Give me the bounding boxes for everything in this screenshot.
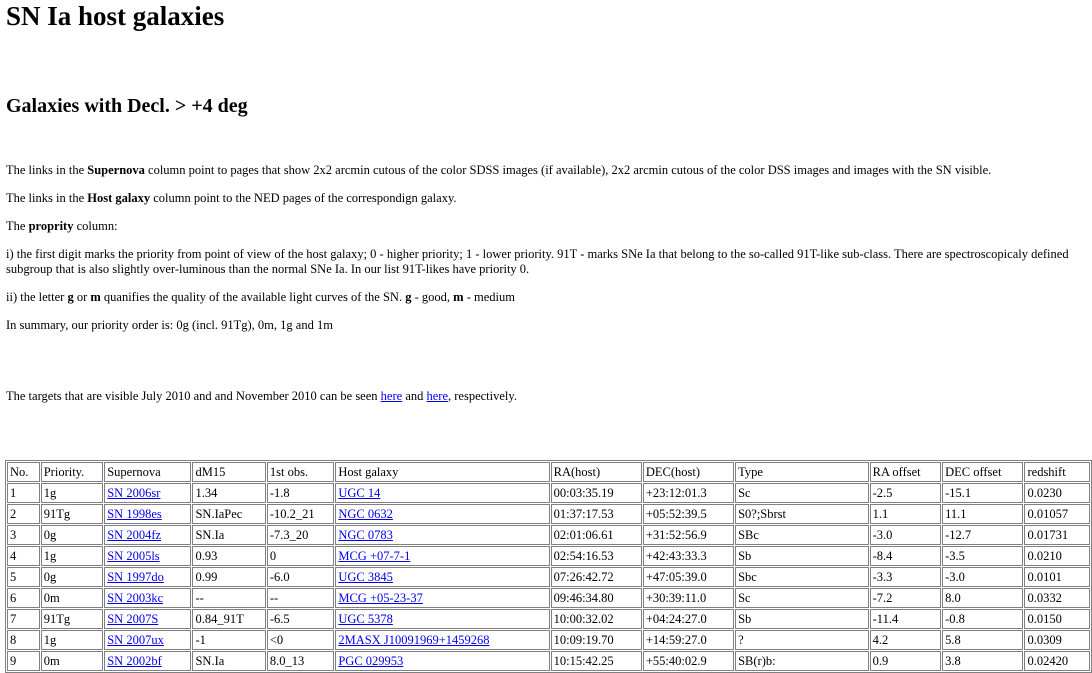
table-row bbox=[7, 651, 1090, 671]
intro-priority-heading: The proprity column: bbox=[6, 219, 118, 233]
header-ra-host: RA(host) bbox=[551, 462, 642, 482]
header-type: Type bbox=[735, 462, 869, 482]
host-galaxy-link[interactable]: 2MASX J10091969+1459268 bbox=[338, 632, 490, 647]
cell-supernova bbox=[104, 546, 191, 566]
cell-no: 1 bbox=[7, 483, 40, 503]
july-2010-link[interactable]: here bbox=[380, 389, 403, 403]
cell-no: 6 bbox=[7, 588, 40, 608]
cell-ra-offset: -2.5 bbox=[870, 483, 941, 503]
cell-no: 7 bbox=[7, 609, 40, 629]
cell-host-galaxy bbox=[335, 483, 549, 503]
cell-supernova bbox=[104, 504, 191, 524]
cell-no: 5 bbox=[7, 567, 40, 587]
table-row bbox=[7, 546, 1090, 566]
cell-first-obs: <0 bbox=[267, 630, 334, 650]
cell-dec-offset: -12.7 bbox=[942, 525, 1023, 545]
cell-host-galaxy bbox=[335, 567, 549, 587]
header-dec-host: DEC(host) bbox=[643, 462, 734, 482]
cell-first-obs: -7.3_20 bbox=[267, 525, 334, 545]
header-priority: Priority. bbox=[41, 462, 104, 482]
cell-supernova bbox=[104, 630, 191, 650]
cell-ra-offset: -3.3 bbox=[870, 567, 941, 587]
cell-dec-offset: 8.0 bbox=[942, 588, 1023, 608]
cell-priority: 1g bbox=[41, 483, 104, 503]
cell-priority: 91Tg bbox=[41, 504, 104, 524]
cell-priority: 91Tg bbox=[41, 609, 104, 629]
cell-dec-host: +31:52:56.9 bbox=[643, 525, 734, 545]
host-galaxy-link[interactable]: MCG +07-7-1 bbox=[338, 548, 411, 563]
cell-redshift: 0.0332 bbox=[1024, 588, 1090, 608]
supernova-link[interactable]: SN 2007ux bbox=[107, 632, 164, 647]
intro-host-column: The links in the Host galaxy column point to the NED pages of the correspondign galaxy. bbox=[6, 191, 457, 205]
cell-dec-offset: 3.8 bbox=[942, 651, 1023, 671]
table-row bbox=[7, 567, 1090, 587]
cell-supernova bbox=[104, 567, 191, 587]
cell-ra-host: 00:03:35.19 bbox=[551, 483, 642, 503]
cell-dec-host: +55:40:02.9 bbox=[643, 651, 734, 671]
cell-priority: 1g bbox=[41, 546, 104, 566]
cell-redshift: 0.02420 bbox=[1024, 651, 1090, 671]
cell-priority: 0g bbox=[41, 567, 104, 587]
table-row bbox=[7, 483, 1090, 503]
header-first-obs: 1st obs. bbox=[267, 462, 334, 482]
header-dec-offset: DEC offset bbox=[942, 462, 1023, 482]
supernova-link[interactable]: SN 1998es bbox=[107, 506, 162, 521]
cell-ra-offset: 4.2 bbox=[870, 630, 941, 650]
cell-first-obs: -6.5 bbox=[267, 609, 334, 629]
cell-redshift: 0.0210 bbox=[1024, 546, 1090, 566]
intro-priority-letter: ii) the letter g or m quanifies the quality of the available light curves of the SN. g - good, m - medium bbox=[6, 290, 515, 304]
header-supernova: Supernova bbox=[104, 462, 191, 482]
cell-dm15: SN.Ia bbox=[192, 525, 265, 545]
cell-host-galaxy bbox=[335, 588, 549, 608]
cell-dec-host: +30:39:11.0 bbox=[643, 588, 734, 608]
header-dm15: dM15 bbox=[192, 462, 265, 482]
cell-priority: 1g bbox=[41, 630, 104, 650]
cell-type: S0?;Sbrst bbox=[735, 504, 869, 524]
cell-dm15: 0.93 bbox=[192, 546, 265, 566]
cell-first-obs: -1.8 bbox=[267, 483, 334, 503]
cell-supernova bbox=[104, 609, 191, 629]
header-host-galaxy: Host galaxy bbox=[335, 462, 549, 482]
cell-dec-host: +47:05:39.0 bbox=[643, 567, 734, 587]
cell-first-obs: 0 bbox=[267, 546, 334, 566]
header-redshift: redshift bbox=[1024, 462, 1090, 482]
cell-priority: 0g bbox=[41, 525, 104, 545]
cell-ra-offset: 1.1 bbox=[870, 504, 941, 524]
cell-dm15: -- bbox=[192, 588, 265, 608]
table-row bbox=[7, 609, 1090, 629]
cell-dec-offset: 11.1 bbox=[942, 504, 1023, 524]
supernova-link[interactable]: SN 2006sr bbox=[107, 485, 161, 500]
november-2010-link[interactable]: here bbox=[426, 389, 449, 403]
table-row bbox=[7, 630, 1090, 650]
cell-dm15: 0.84_91T bbox=[192, 609, 265, 629]
host-galaxy-table bbox=[5, 460, 1092, 673]
cell-first-obs: 8.0_13 bbox=[267, 651, 334, 671]
cell-ra-offset: 0.9 bbox=[870, 651, 941, 671]
cell-dec-offset: -15.1 bbox=[942, 483, 1023, 503]
cell-host-galaxy bbox=[335, 525, 549, 545]
cell-dm15: -1 bbox=[192, 630, 265, 650]
cell-ra-offset: -11.4 bbox=[870, 609, 941, 629]
cell-ra-host: 07:26:42.72 bbox=[551, 567, 642, 587]
cell-redshift: 0.0309 bbox=[1024, 630, 1090, 650]
intro-targets: The targets that are visible July 2010 and and November 2010 can be seen here and here, respectively. bbox=[6, 389, 517, 403]
cell-first-obs: -- bbox=[267, 588, 334, 608]
cell-ra-host: 10:00:32.02 bbox=[551, 609, 642, 629]
cell-dec-host: +23:12:01.3 bbox=[643, 483, 734, 503]
cell-supernova bbox=[104, 588, 191, 608]
cell-ra-host: 02:54:16.53 bbox=[551, 546, 642, 566]
cell-redshift: 0.0230 bbox=[1024, 483, 1090, 503]
host-galaxy-link[interactable]: UGC 14 bbox=[338, 485, 381, 500]
table-header-row bbox=[7, 462, 1090, 482]
cell-type: Sbc bbox=[735, 567, 869, 587]
cell-type: Sc bbox=[735, 483, 869, 503]
cell-type: SB(r)b: bbox=[735, 651, 869, 671]
supernova-link[interactable]: SN 2003kc bbox=[107, 590, 164, 605]
page-title: SN Ia host galaxies bbox=[6, 1, 225, 31]
cell-ra-offset: -7.2 bbox=[870, 588, 941, 608]
table-row bbox=[7, 525, 1090, 545]
cell-dm15: SN.IaPec bbox=[192, 504, 265, 524]
cell-dec-host: +42:43:33.3 bbox=[643, 546, 734, 566]
supernova-link[interactable]: SN 2004fz bbox=[107, 527, 162, 542]
host-galaxy-link[interactable]: NGC 0783 bbox=[338, 527, 393, 542]
cell-type: ? bbox=[735, 630, 869, 650]
cell-ra-offset: -3.0 bbox=[870, 525, 941, 545]
cell-first-obs: -10.2_21 bbox=[267, 504, 334, 524]
cell-ra-offset: -8.4 bbox=[870, 546, 941, 566]
cell-host-galaxy bbox=[335, 609, 549, 629]
supernova-link[interactable]: SN 1997do bbox=[107, 569, 164, 584]
cell-priority: 0m bbox=[41, 651, 104, 671]
host-galaxy-link[interactable]: NGC 0632 bbox=[338, 506, 393, 521]
host-galaxy-link[interactable]: MCG +05-23-37 bbox=[338, 590, 423, 605]
header-ra-offset: RA offset bbox=[870, 462, 941, 482]
cell-dec-offset: -3.0 bbox=[942, 567, 1023, 587]
cell-no: 9 bbox=[7, 651, 40, 671]
cell-dec-offset: -0.8 bbox=[942, 609, 1023, 629]
intro-summary: In summary, our priority order is: 0g (incl. 91Tg), 0m, 1g and 1m bbox=[6, 318, 333, 332]
cell-dm15: SN.Ia bbox=[192, 651, 265, 671]
host-galaxy-link[interactable]: PGC 029953 bbox=[338, 653, 404, 668]
table-row bbox=[7, 588, 1090, 608]
supernova-link[interactable]: SN 2005ls bbox=[107, 548, 160, 563]
cell-no: 4 bbox=[7, 546, 40, 566]
cell-type: Sb bbox=[735, 546, 869, 566]
cell-ra-host: 10:15:42.25 bbox=[551, 651, 642, 671]
cell-priority: 0m bbox=[41, 588, 104, 608]
cell-supernova bbox=[104, 651, 191, 671]
cell-no: 3 bbox=[7, 525, 40, 545]
cell-redshift: 0.0150 bbox=[1024, 609, 1090, 629]
cell-host-galaxy bbox=[335, 630, 549, 650]
cell-host-galaxy bbox=[335, 546, 549, 566]
cell-redshift: 0.0101 bbox=[1024, 567, 1090, 587]
cell-supernova bbox=[104, 525, 191, 545]
cell-host-galaxy bbox=[335, 651, 549, 671]
cell-dec-offset: 5.8 bbox=[942, 630, 1023, 650]
cell-no: 2 bbox=[7, 504, 40, 524]
cell-first-obs: -6.0 bbox=[267, 567, 334, 587]
cell-ra-host: 09:46:34.80 bbox=[551, 588, 642, 608]
cell-dm15: 1.34 bbox=[192, 483, 265, 503]
cell-ra-host: 01:37:17.53 bbox=[551, 504, 642, 524]
cell-ra-host: 02:01:06.61 bbox=[551, 525, 642, 545]
intro-priority-digit: i) the first digit marks the priority from point of view of the host galaxy; 0 - higher priority; 1 - lower priority. 91T - marks SNe Ia that belong to the so-called 91T-like sub-class. There are spectroscopicaly defined subgroup that is also slightly over-luminous than the normal SNe Ia. In our list 91T-likes have priority 0. bbox=[6, 247, 1069, 276]
cell-type: Sb bbox=[735, 609, 869, 629]
intro-supernova-column: The links in the Supernova column point to pages that show 2x2 arcmin cutous of the color SDSS images (if available), 2x2 arcmin cutous of the color DSS images and images with the SN visible. bbox=[6, 163, 992, 177]
cell-no: 8 bbox=[7, 630, 40, 650]
cell-ra-host: 10:09:19.70 bbox=[551, 630, 642, 650]
cell-type: SBc bbox=[735, 525, 869, 545]
host-galaxy-link[interactable]: UGC 3845 bbox=[338, 569, 393, 584]
cell-dm15: 0.99 bbox=[192, 567, 265, 587]
cell-type: Sc bbox=[735, 588, 869, 608]
cell-redshift: 0.01731 bbox=[1024, 525, 1090, 545]
host-galaxy-link[interactable]: UGC 5378 bbox=[338, 611, 393, 626]
cell-host-galaxy bbox=[335, 504, 549, 524]
cell-dec-host: +05:52:39.5 bbox=[643, 504, 734, 524]
cell-dec-host: +14:59:27.0 bbox=[643, 630, 734, 650]
cell-redshift: 0.01057 bbox=[1024, 504, 1090, 524]
table-row bbox=[7, 504, 1090, 524]
page-subtitle: Galaxies with Decl. > +4 deg bbox=[6, 95, 248, 117]
cell-dec-offset: -3.5 bbox=[942, 546, 1023, 566]
header-no: No. bbox=[7, 462, 40, 482]
supernova-link[interactable]: SN 2007S bbox=[107, 611, 159, 626]
cell-supernova bbox=[104, 483, 191, 503]
cell-dec-host: +04:24:27.0 bbox=[643, 609, 734, 629]
supernova-link[interactable]: SN 2002bf bbox=[107, 653, 162, 668]
